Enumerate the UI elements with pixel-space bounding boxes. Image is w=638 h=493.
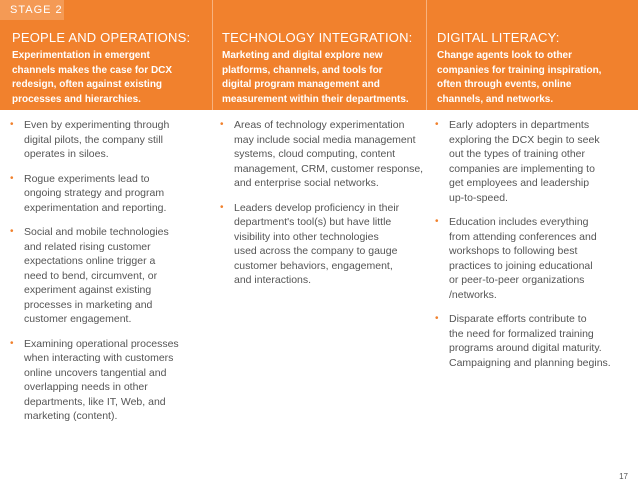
bullet-dot-icon: • [10, 337, 14, 349]
bullet-dot-icon: • [435, 119, 439, 130]
list-item: • Rogue experiments lead to ongoing strategy and program experimentation and reporting. [10, 172, 167, 214]
column-header-people-operations [12, 30, 208, 106]
list-item: • Early adopters in departments exploring the DCX begin to seek out the types of training other companies are implementing to get employees and leadership up-to-speed. [435, 119, 600, 204]
column-body-people-operations [10, 118, 210, 434]
bullet-dot-icon: • [435, 216, 439, 227]
column-title: DIGITAL LITERACY: [437, 30, 560, 45]
column-body-digital-literacy [435, 118, 635, 380]
page-number: 17 [619, 472, 628, 481]
column-divider [212, 0, 213, 110]
list-item: • Disparate efforts contribute to the need for formalized training programs around digital maturity. Campaigning and planning begins. [435, 313, 611, 369]
column-header-digital-literacy [437, 30, 632, 106]
column-divider [426, 0, 427, 110]
list-item: • Examining operational processes when interacting with customers online uncovers tangential and overlapping needs in other departments, like IT, Web, and marketing (content). [10, 337, 179, 422]
bullet-dot-icon: • [220, 201, 224, 213]
column-title: PEOPLE AND OPERATIONS: [12, 30, 191, 45]
list-item: • Education includes everything from attending conferences and workshops to following best practices to joining educational or peer-to-peer organizations /networks. [435, 216, 597, 301]
column-header-technology-integration [222, 30, 427, 106]
column-description: Marketing and digital explore new platforms, channels, and tools for digital program management and measurement within their departments. [222, 50, 409, 105]
list-item: • Even by experimenting through digital pilots, the company still operates in siloes. [10, 119, 170, 160]
bullet-dot-icon: • [10, 172, 14, 184]
bullet-dot-icon: • [435, 313, 439, 324]
list-item: • Leaders develop proficiency in their department's tool(s) but have little visibility into other technologies used across the company to gauge customer behaviors, engagement, and interactions. [220, 201, 400, 286]
list-item: • Social and mobile technologies and related rising customer expectations online trigger a need to bend, circumvent, or experiment against existing processes in marketing and customer engagement. [10, 226, 169, 325]
stage-label: STAGE 2 [0, 0, 64, 20]
bullet-dot-icon: • [10, 119, 14, 130]
column-title: TECHNOLOGY INTEGRATION: [222, 30, 413, 45]
header-banner [0, 0, 638, 110]
bullet-dot-icon: • [10, 226, 14, 237]
column-description: Change agents look to other companies for training inspiration, often through events, online channels, and networks. [437, 50, 602, 105]
column-body-technology-integration [220, 118, 426, 298]
list-item: • Areas of technology experimentation may include social media management systems, cloud computing, content management, CRM, customer response, and enterprise social networks. [220, 119, 424, 189]
bullet-dot-icon: • [220, 119, 224, 130]
column-description: Experimentation in emergent channels makes the case for DCX redesign, often against existing processes and hierarchies. [12, 50, 173, 105]
